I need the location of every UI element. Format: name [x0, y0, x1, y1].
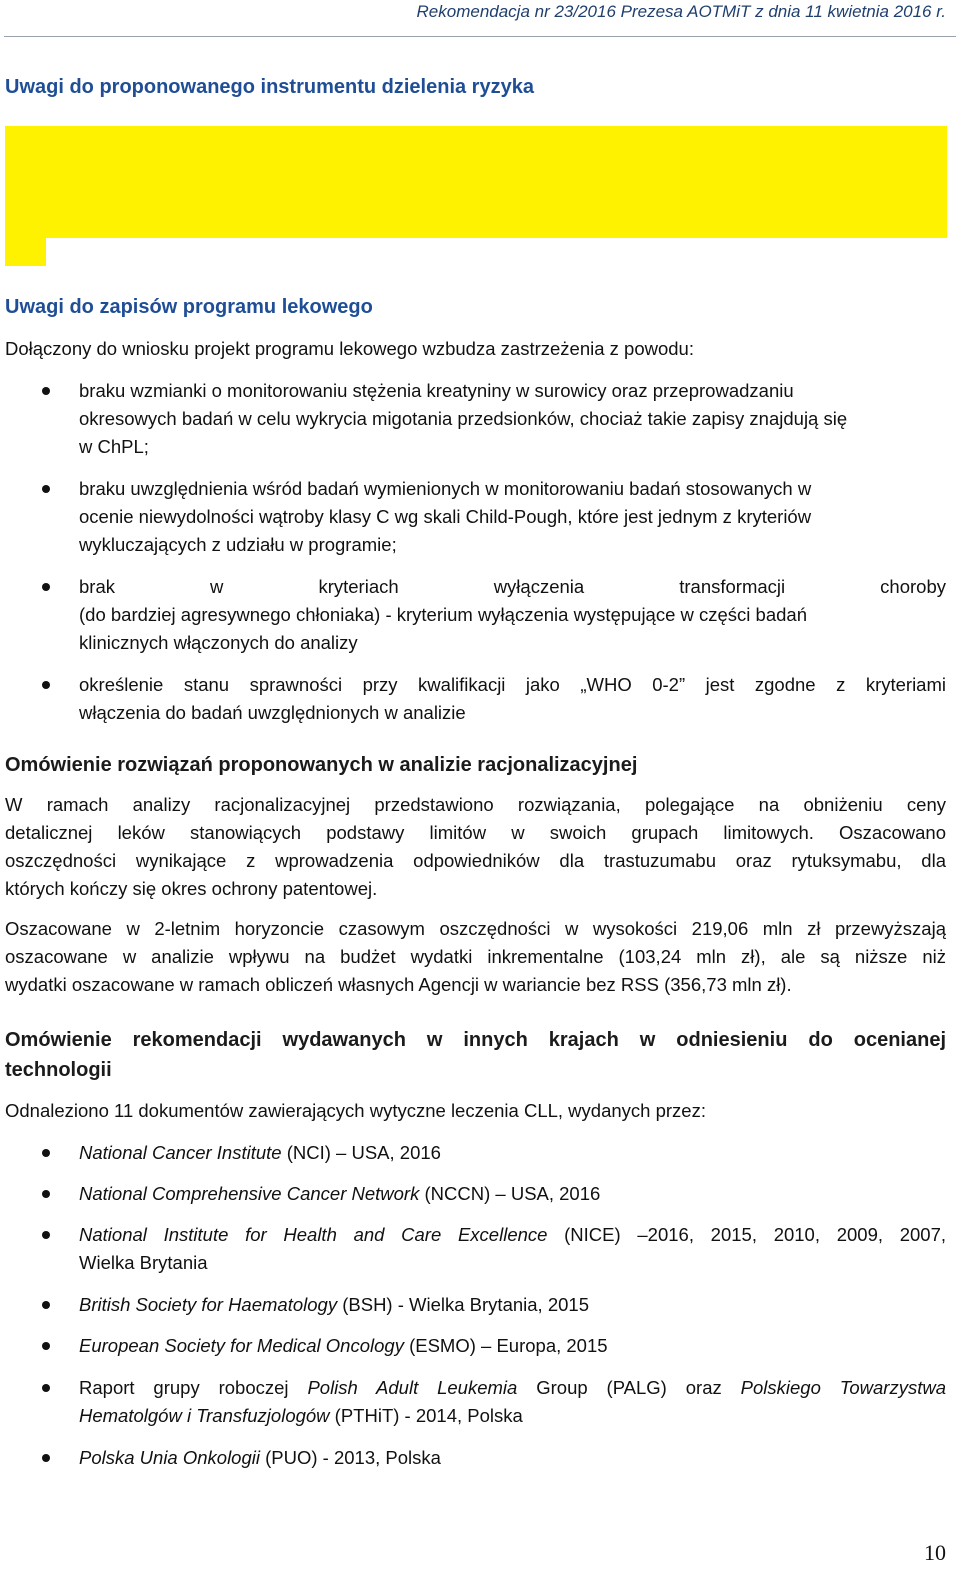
- list-item: określenie stanu sprawności przy kwalifikacji jako „WHO 0-2” jest zgodne z kryteriami włączenia do badań uwzględnionych w analizie: [0, 671, 946, 727]
- rationalization-paragraph-2: Oszacowane w 2-letnim horyzoncie czasowym oszczędności w wysokości 219,06 mln zł przewyższają oszacowane w analizie wpływu na budżet wydatki inkrementalne (103,24 mln zł), ale są niższe niż wydatki oszacowane w ramach obliczeń własnych Agencji w wariancie bez RSS (356,73 mln zł).: [5, 918, 946, 995]
- header-divider: [4, 36, 956, 37]
- list-item: National Comprehensive Cancer Network (NCCN) – USA, 2016: [0, 1180, 946, 1208]
- list-item: braku wzmianki o monitorowaniu stężenia kreatyniny w surowicy oraz przeprowadzaniu okresowych badań w celu wykrycia migotania przedsionków, chociaż takie zapisy znajdują się w ChPL;: [0, 377, 946, 461]
- list-item: Raport grupy roboczej Polish Adult Leukemia Group (PALG) oraz Polskiego Towarzystwa Hematolgów i Transfuzjologów (PTHiT) - 2014, Polska: [0, 1374, 946, 1430]
- list-item: braku uwzględnienia wśród badań wymienionych w monitorowaniu badań stosowanych w ocenie niewydolności wątroby klasy C wg skali Child-Pough, które jest jednym z kryteriów wykluczających z udziału w programie;: [0, 475, 946, 559]
- list-item: Polska Unia Onkologii (PUO) - 2013, Polska: [0, 1444, 946, 1472]
- list-item: National Cancer Institute (NCI) – USA, 2016: [0, 1139, 946, 1167]
- list-item: European Society for Medical Oncology (ESMO) – Europa, 2015: [0, 1332, 946, 1360]
- heading-foreign-recommendations: Omówienie rekomendacji wydawanych w innych krajach w odniesieniu do ocenianej technologii: [5, 1029, 946, 1081]
- list-item: British Society for Haematology (BSH) - Wielka Brytania, 2015: [0, 1291, 946, 1319]
- guidelines-list: [0, 1139, 946, 1472]
- guidelines-intro: Odnaleziono 11 dokumentów zawierających wytyczne leczenia CLL, wydanych przez:: [5, 1100, 706, 1121]
- running-header: Rekomendacja nr 23/2016 Prezesa AOTMiT z dnia 11 kwietnia 2016 r.: [416, 2, 946, 21]
- drug-program-intro: Dołączony do wniosku projekt programu lekowego wzbudza zastrzeżenia z powodu:: [5, 338, 694, 359]
- drug-program-remarks-list: [0, 377, 946, 727]
- heading-risk-sharing: Uwagi do proponowanego instrumentu dzielenia ryzyka: [5, 76, 534, 98]
- heading-rationalization: Omówienie rozwiązań proponowanych w analizie racjonalizacyjnej: [5, 754, 638, 776]
- redacted-highlight-tail: [5, 238, 46, 266]
- redacted-highlight-block: [5, 126, 947, 238]
- heading-drug-program: Uwagi do zapisów programu lekowego: [5, 296, 373, 318]
- rationalization-paragraph-1: W ramach analizy racjonalizacyjnej przedstawiono rozwiązania, polegające na obniżeniu ceny detalicznej leków stanowiących podstawy limitów w swoich grupach limitowych. Oszacowano oszczędności wynikające z wprowadzenia odpowiedników dla trastuzumabu oraz rytuksymabu, dla których kończy się okres ochrony patentowej.: [5, 794, 946, 899]
- page-number: 10: [924, 1540, 946, 1565]
- list-item: National Institute for Health and Care Excellence (NICE) –2016, 2015, 2010, 2009, 2007, Wielka Brytania: [0, 1221, 946, 1277]
- list-item: brak w kryteriach wyłączenia transformacji choroby (do bardziej agresywnego chłoniaka) - kryterium wyłączenia występujące w części badań klinicznych włączonych do analizy: [0, 573, 946, 657]
